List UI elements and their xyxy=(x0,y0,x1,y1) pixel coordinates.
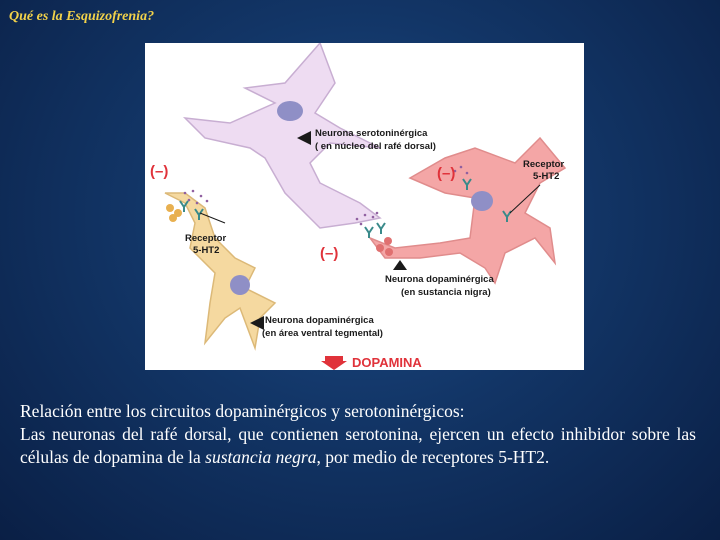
receptor-left-label-1: Receptor xyxy=(185,233,227,244)
inhibit-left: (–) xyxy=(150,163,169,180)
nigra-arrow xyxy=(393,260,407,270)
serotonergic-label-1: Neurona serotoninérgica xyxy=(315,128,428,139)
caption-body-pre: Las neuronas del rafé dorsal, que contienen serotonina, ejercen un efecto inhibidor sobre las células de dopamina de la xyxy=(20,424,696,467)
serotonergic-label-2: ( en núcleo del rafé dorsal) xyxy=(315,141,436,152)
neuron-diagram xyxy=(145,43,584,370)
caption-body-post: , por medio de receptores 5-HT2. xyxy=(316,447,550,467)
caption-body xyxy=(20,423,696,469)
vta-label-2: (en área ventral tegmental) xyxy=(262,328,383,339)
dopamina-arrow-icon xyxy=(321,356,347,370)
caption xyxy=(20,400,696,469)
dopamina-label: DOPAMINA xyxy=(352,355,422,370)
receptor-left-label-2: 5-HT2 xyxy=(193,245,220,256)
dopamina-legend xyxy=(321,355,422,370)
slide-title: Qué es la Esquizofrenia? xyxy=(9,9,155,24)
vta-label-1: Neurona dopaminérgica xyxy=(265,315,374,326)
inhibit-center: (–) xyxy=(320,245,339,262)
receptor-right-label-1: Receptor xyxy=(523,159,565,170)
inhibit-right: (–) xyxy=(437,165,456,182)
caption-line-1: Relación entre los circuitos dopaminérgicos y serotoninérgicos: xyxy=(20,401,465,421)
caption-body-italic: sustancia negra xyxy=(205,447,317,467)
receptor-right-label-2: 5-HT2 xyxy=(533,171,560,182)
nigra-label-1: Neurona dopaminérgica xyxy=(385,274,494,285)
nigra-label-2: (en sustancia nigra) xyxy=(401,287,491,298)
